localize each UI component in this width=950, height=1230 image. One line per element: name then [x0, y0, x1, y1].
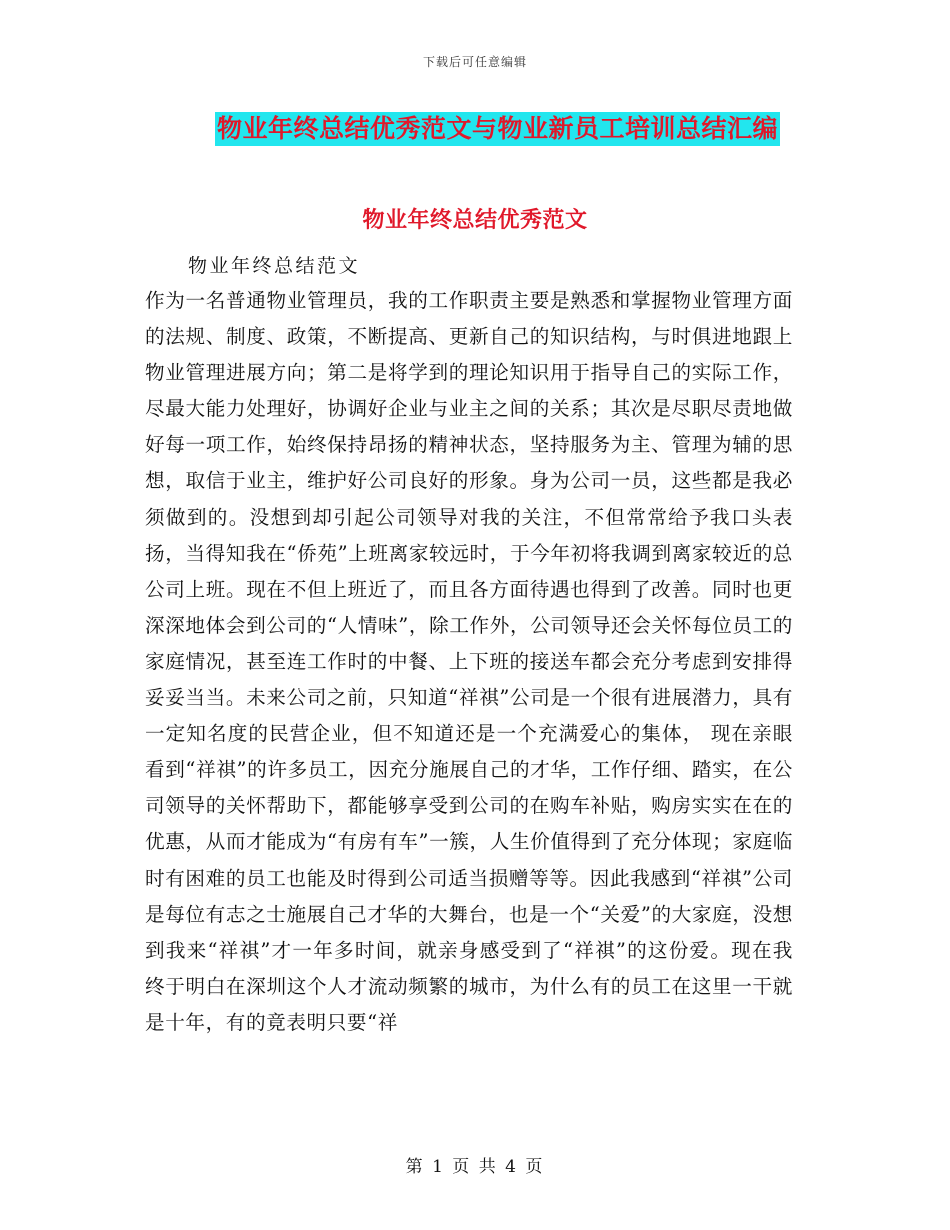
body-paragraph: 作为一名普通物业管理员，我的工作职责主要是熟悉和掌握物业管理方面的法规、制度、政策，不断提高、更新自己的知识结构，与时俱进地跟上物业管理进展方向；第二是将学到的理论知识用于指导自己的实际工作，尽最大能力处理好，协调好企业与业主之间的关系；其次是尽职尽责地做好每一项工作，始终保持昂扬的精神状态，坚持服务为主、管理为辅的思想，取信于业主，维护好公司良好的形象。身为公司一员，这些都是我必须做到的。没想到却引起公司领导对我的关注，不但常常给予我口头表扬，当得知我在“侨苑”上班离家较远时，于今年初将我调到离家较近的总公司上班。现在不但上班近了，而且各方面待遇也得到了改善。同时也更深深地体会到公司的“人情味”，除工作外，公司领导还会关怀每位员工的家庭情况，甚至连工作时的中餐、上下班的接送车都会充分考虑到安排得妥妥当当。未来公司之前，只知道“祥祺”公司是一个很有进展潜力，具有一定知名度的民营企业，但不知道还是一个充满爱心的集体， 现在亲眼看到“祥祺”的许多员工，因充分施展自己的才华，工作仔细、踏实，在公司领导的关怀帮助下，都能够享受到公司的在购车补贴，购房实实在在的优惠，从而才能成为“有房有车”一簇，人生价值得到了充分体现；家庭临时有困难的员工也能及时得到公司适当损赠等等。因此我感到“祥祺”公司是每位有志之士施展自己才华的大舞台，也是一个“关爱”的大家庭，没想到我来“祥祺”才一年多时间，就亲身感受到了“祥祺”的这份爱。现在我终于明白在深圳这个人才流动频繁的城市，为什么有的员工在这里一干就是十年，有的竟表明只要“祥: [145, 289, 793, 1034]
document-title: 物业年终总结优秀范文与物业新员工培训总结汇编: [215, 112, 780, 146]
sub-heading: 物业年终总结范文: [188, 255, 361, 277]
document-title-container: [0, 112, 950, 146]
header-note: 下载后可任意编辑: [422, 55, 527, 69]
page-footer: 第 1 页 共 4 页: [405, 1157, 545, 1177]
section-title: 物业年终总结优秀范文: [362, 207, 588, 233]
